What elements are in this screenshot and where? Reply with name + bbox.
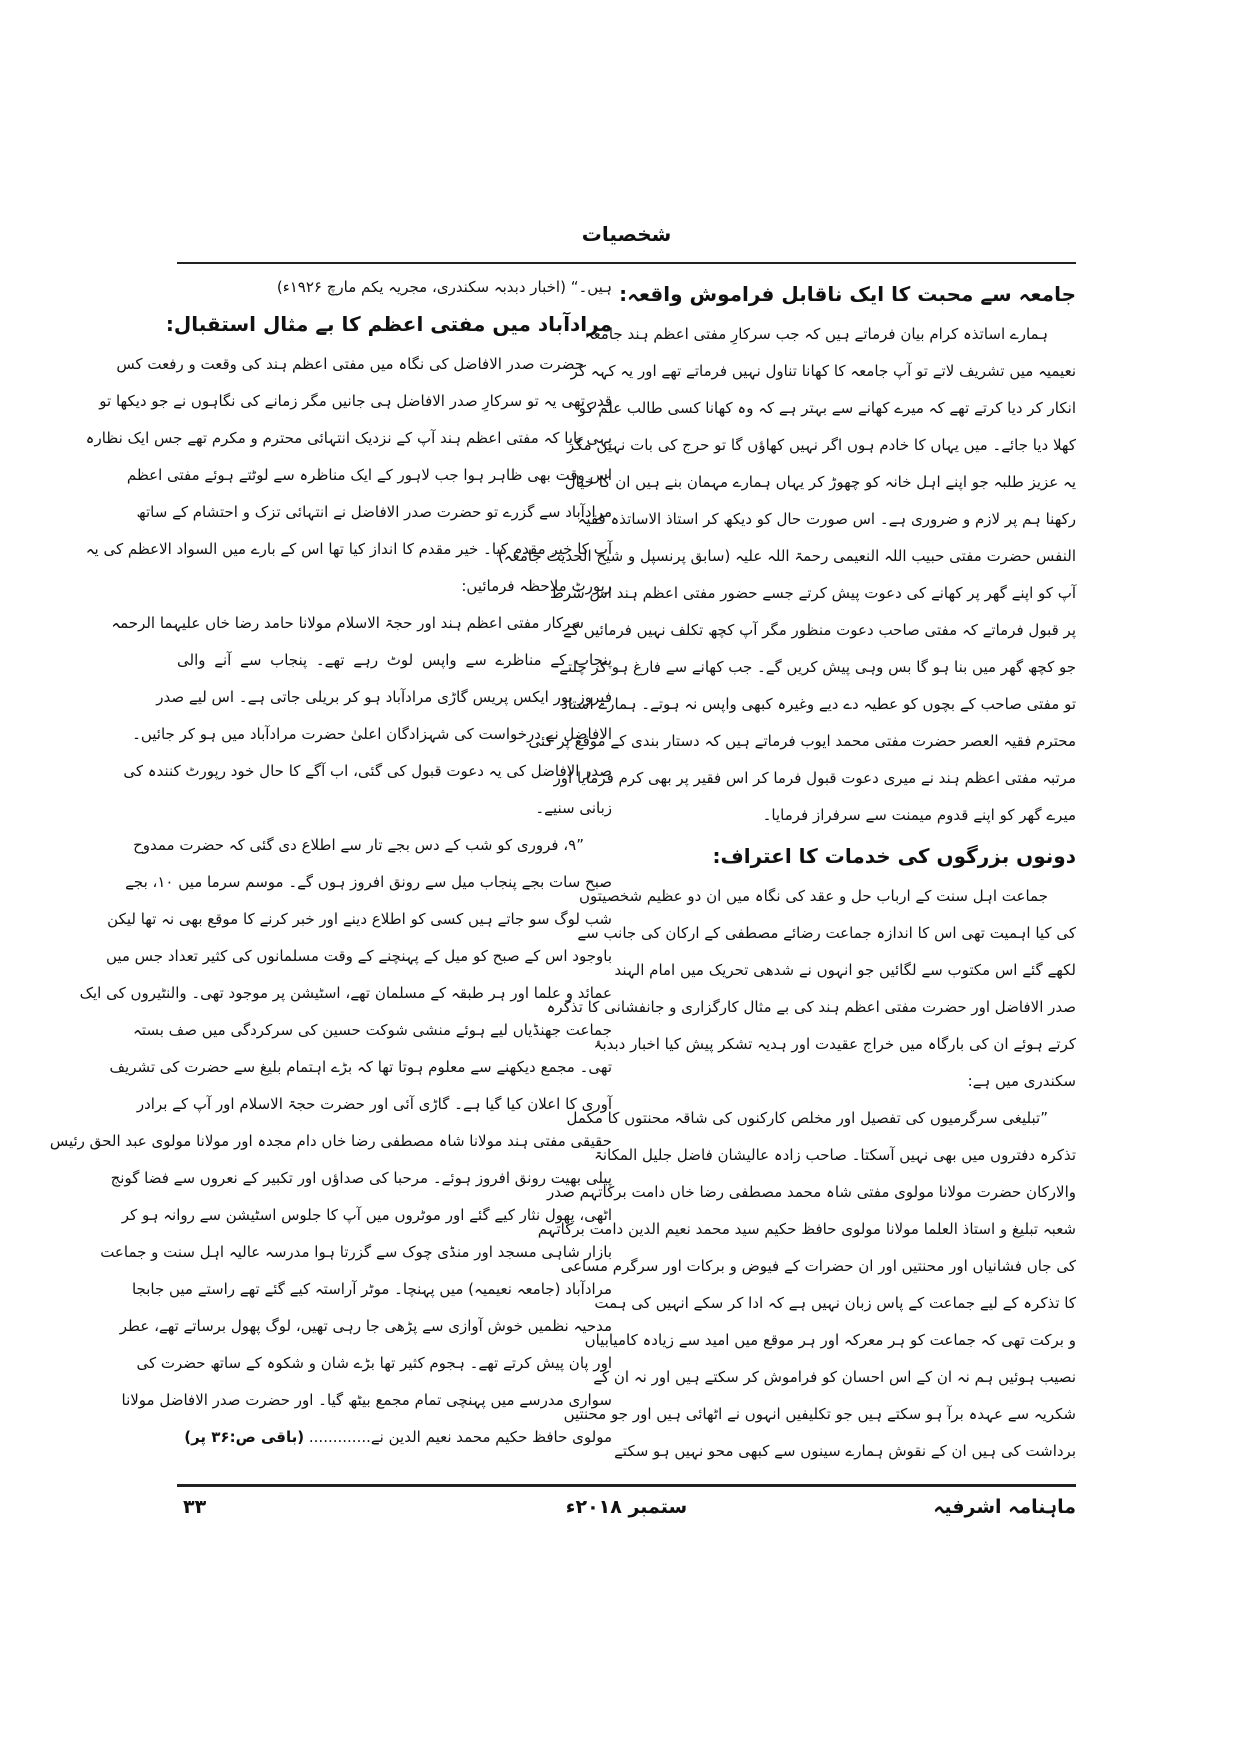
text-line: بازار شاہی مسجد اور منڈی چوک سے گزرتا ہوا مدرسہ عالیہ اہل سنت و جماعت	[100, 1243, 612, 1261]
text-line: جماعت جھنڈیاں لیے ہوئے منشی شوکت حسین کی سرکردگی میں صف بستہ	[133, 1021, 612, 1039]
issue-date: ستمبر ۲۰۱۸ء	[565, 1496, 688, 1518]
text-line: مرادآباد سے گزرے تو حضرت صدر الافاضل نے انتہائی تزک و احتشام کے ساتھ	[136, 503, 612, 521]
text-line: تو مفتی صاحب کے بچوں کو عطیہ دے دیے وغیرہ کبھی واپس نہ ہوتے۔ ہمارے استاذ	[561, 695, 1076, 713]
text-line: لکھے گئے اس مکتوب سے لگائیں جو انہوں نے شدھی تحریک میں امام الہند	[614, 961, 1076, 979]
magazine-name: ماہنامہ اشرفیہ	[933, 1496, 1076, 1518]
text-line: نعیمیہ میں تشریف لاتے تو آپ جامعہ کا کھانا تناول نہیں فرماتے تھے اور یہ کہہ کر	[570, 362, 1076, 380]
text-line: تھی۔ مجمع دیکھنے سے معلوم ہوتا تھا کہ بڑے اہتمام بلیغ سے حضرت کی تشریف	[109, 1058, 612, 1076]
text-line: صدر الافاضل اور حضرت مفتی اعظم ہند کی بے مثال کارگزاری و جانفشانی کا تذکرہ	[546, 998, 1076, 1016]
text-line: اس وقت بھی ظاہر ہوا جب لاہور کے ایک مناظرہ سے لوٹتے ہوئے مفتی اعظم	[126, 466, 612, 484]
text-line: مرادآباد (جامعہ نعیمیہ) میں پہنچا۔ موٹر آراستہ کیے گئے تھے راستے میں جابجا	[131, 1280, 612, 1298]
continuation-note: (باقی ص:۳۶ پر)	[184, 1428, 305, 1446]
text-line: برداشت کی ہیں ان کے نقوش ہمارے سینوں سے کبھی محو نہیں ہو سکتے	[614, 1442, 1076, 1460]
text-line: صدر الافاضل کی یہ دعوت قبول کی گئی، اب آگے کا حال خود رپورٹ کنندہ کی	[123, 762, 612, 780]
header-rule	[177, 262, 1076, 264]
text-line: آپ کو اپنے گھر پر کھانے کی دعوت پیش کرتے جسے حضور مفتی اعظم ہند اس شرط	[549, 584, 1076, 602]
page-number: ۳۳	[183, 1496, 207, 1518]
text-line: نصیب ہوئیں ہم نہ ان کے اس احسان کو فراموش کر سکتے ہیں اور نہ ان کے	[593, 1368, 1076, 1386]
quote-citation: ہیں۔“ (اخبار دبدبہ سکندری، مجریہ یکم مارچ ۱۹۲۶ء)	[276, 278, 612, 296]
text-line: انکار کر دیا کرتے تھے کہ میرے کھانے سے بہتر ہے کہ وہ کھانا کسی طالب علم کو	[578, 399, 1076, 417]
text-line: یہی پایا کہ مفتی اعظم ہند آپ کے نزدیک انتہائی محترم و مکرم تھے جس ایک نظارہ	[85, 429, 612, 447]
left-column	[49, 272, 612, 1456]
text-line: زبانی سنیے۔	[535, 799, 612, 817]
paragraph	[85, 346, 612, 605]
text-line: کی جاں فشانیاں اور محنتیں اور ان حضرات کے فیوض و برکات اور سرگرم مساعی	[560, 1257, 1076, 1275]
text-line: صبح سات بجے پنجاب میل سے رونق افروز ہوں گے۔ موسم سرما میں ۱۰، بجے	[125, 873, 612, 891]
text-line: باوجود اس کے صبح کو میل کے پہنچنے کے وقت مسلمانوں کی کثیر تعداد جس میں	[105, 947, 612, 965]
section-title: شخصیات	[581, 222, 672, 246]
quote-paragraph	[537, 1100, 1076, 1470]
text-line: فیروز پور ایکس پریس گاڑی مرادآباد ہو کر بریلی جاتی ہے۔ اس لیے صدر	[156, 688, 612, 706]
text-line: آوری کا اعلان کیا گیا ہے۔ گاڑی آئی اور حضرت حجۃ الاسلام اور آپ کے برادر	[136, 1095, 612, 1113]
text-line: محترم فقیہ العصر حضرت مفتی محمد ایوب فرماتے ہیں کہ دستار بندی کے موقع پر کئی	[528, 732, 1076, 750]
text-line: عمائد و علما اور ہر طبقہ کے مسلمان تھے، اسٹیشن پر موجود تھی۔ والنٹیروں کی ایک	[79, 984, 612, 1002]
text-line: اٹھی، پھول نثار کیے گئے اور موٹروں میں آپ کا جلوس اسٹیشن سے روانہ ہو کر	[121, 1206, 612, 1224]
footer	[177, 1496, 1076, 1532]
text-line: تذکرہ دفتروں میں بھی نہیں آسکتا۔ صاحب زادہ عالیشان فاضل جلیل المکانۃ	[594, 1146, 1076, 1164]
text-line: اور پان پیش کرتے تھے۔ ہجوم کثیر تھا بڑے شان و شکوہ کے ساتھ حضرت کی	[136, 1354, 612, 1372]
paragraph	[111, 605, 612, 827]
paragraph	[546, 878, 1076, 1100]
text-line: ”تبلیغی سرگرمیوں کی تفصیل اور مخلص کارکنوں کی شاقہ محنتوں کا مکمل	[566, 1109, 1048, 1127]
text-line: مرتبہ مفتی اعظم ہند نے میری دعوت قبول فرما کر اس فقیر پر بھی کرم فرمایا اور	[553, 769, 1076, 787]
text-line: سرکار مفتی اعظم ہند اور حجۃ الاسلام مولانا حامد رضا خاں علیہما الرحمہ	[111, 614, 584, 632]
text-line: شب لوگ سو جاتے ہیں کسی کو اطلاع دینے اور خبر کرنے کا موقع بھی نہ تھا لیکن	[107, 910, 612, 928]
text-line: شکریہ سے عہدہ برآ ہو سکتے ہیں جو تکلیفیں انہوں نے اٹھائی ہیں اور جو محنتیں	[563, 1405, 1076, 1423]
text-line: رکھنا ہم پر لازم و ضروری ہے۔ اس صورت حال کو دیکھ کر استاذ الاساتذہ فقیہ	[577, 510, 1076, 528]
text-line: پر قبول فرماتے کہ مفتی صاحب دعوت منظور مگر آپ کچھ تکلف نہیں فرمائیں گے	[563, 621, 1076, 639]
section-heading: جامعہ سے محبت کا ایک ناقابل فراموش واقعہ:	[619, 282, 1076, 306]
text-line: جماعت اہل سنت کے ارباب حل و عقد کی نگاہ میں ان دو عظیم شخصیتوں	[579, 887, 1048, 905]
text-line: قدر تھی یہ تو سرکارِ صدر الافاضل ہی جانیں مگر زمانے کی نگاہوں نے جو دیکھا تو	[99, 392, 612, 410]
quote-paragraph	[49, 827, 612, 1419]
text-line: مدحیہ نظمیں خوش آوازی سے پڑھی جا رہی تھیں، لوگ پھول برساتے تھے، عطر	[119, 1317, 612, 1335]
paragraph-last-line	[177, 1419, 612, 1456]
text-line: یہ عزیز طلبہ جو اپنے اہل خانہ کو چھوڑ کر یہاں ہمارے مہمان بنے ہیں ان کا خیال	[564, 473, 1076, 491]
text-line: شعبہ تبلیغ و استاذ العلما مولانا مولوی حافظ حکیم سید محمد نعیم الدین دامت برکاتہم	[537, 1220, 1076, 1238]
text-line: پنجاب کے مناظرے سے واپس لوٹ رہے تھے۔ پنجاب سے آنے والی	[177, 651, 612, 669]
section-heading: مرادآباد میں مفتی اعظم کا بے مثال استقبال:	[165, 312, 612, 336]
text-line: سکندری میں ہے:	[967, 1072, 1076, 1090]
footer-rule	[177, 1484, 1076, 1487]
text-line: کرتے ہوئے ان کی بارگاہ میں خراج عقیدت اور ہدیہ تشکر پیش کیا اخبار دبدبۂ	[593, 1035, 1076, 1053]
text-line: النفس حضرت مفتی حبیب اللہ النعیمی رحمۃ اللہ علیہ (سابق پرنسپل و شیخ الحدیث جامعہ)	[497, 547, 1076, 565]
text-line: آپ کا خیر مقدم کیا۔ خیر مقدم کا انداز کیا تھا اس کے بارے میں السواد الاعظم کی یہ	[85, 540, 612, 558]
text-line: کھلا دیا جائے۔ میں یہاں کا خادم ہوں اگر نہیں کھاؤں گا تو حرج کی بات نہیں مگر	[567, 436, 1076, 454]
text-line: کا تذکرہ کے لیے جماعت کے پاس زبان نہیں ہے کہ ادا کر سکے انہیں کی ہمت	[594, 1294, 1076, 1312]
text-line: سواری مدرسے میں پہنچی تمام مجمع بیٹھ گیا۔ اور حضرت صدر الافاضل مولانا	[121, 1391, 612, 1409]
text-line: والارکان حضرت مولانا مولوی مفتی شاہ محمد مصطفی رضا خاں دامت برکاتہم صدر	[546, 1183, 1076, 1201]
text-line: کی کیا اہمیت تھی اس کا اندازہ جماعت رضائے مصطفی کے ارکان کی جانب سے	[577, 924, 1076, 942]
text-line: رپورٹ ملاحظہ فرمائیں:	[461, 577, 612, 595]
text-line: میرے گھر کو اپنے قدوم میمنت سے سرفراز فرمایا۔	[762, 806, 1076, 824]
text-line: ”۹، فروری کو شب کے دس بجے تار سے اطلاع دی گئی کہ حضرت ممدوح	[133, 836, 584, 854]
text-line: ہمارے اساتذہ کرام بیان فرماتے ہیں کہ جب سرکارِ مفتی اعظم ہند جامعہ	[584, 325, 1048, 343]
text-line: حضرت صدر الافاضل کی نگاہ میں مفتی اعظم ہند کی وقعت و رفعت کس	[116, 355, 584, 373]
text-line: جو کچھ گھر میں بنا ہو گا بس وہی پیش کریں گے۔ جب کھانے سے فارغ ہو کر چلتے	[559, 658, 1076, 676]
text-line: الافاضل نے درخواست کی شہزادگان اعلیٰ حضرت مرادآباد میں ہو کر جائیں۔	[132, 725, 612, 743]
text-line: پیلی بھیت رونق افروز ہوئے۔ مرحبا کی صداؤں اور تکبیر کے نعروں سے فضا گونج	[110, 1169, 612, 1187]
section-heading: دونوں بزرگوں کی خدمات کا اعتراف:	[712, 844, 1076, 868]
line-text: مولوی حافظ حکیم محمد نعیم الدین نے.............	[308, 1428, 612, 1446]
text-line: حقیقی مفتی ہند مولانا شاہ مصطفی رضا خاں دام مجدہ اور مولانا مولوی عبد الحق رئیس	[49, 1132, 612, 1150]
text-line: و برکت تھی کہ جماعت کو ہر معرکہ اور ہر موقع میں امید سے زیادہ کامیابیاں	[584, 1331, 1076, 1349]
